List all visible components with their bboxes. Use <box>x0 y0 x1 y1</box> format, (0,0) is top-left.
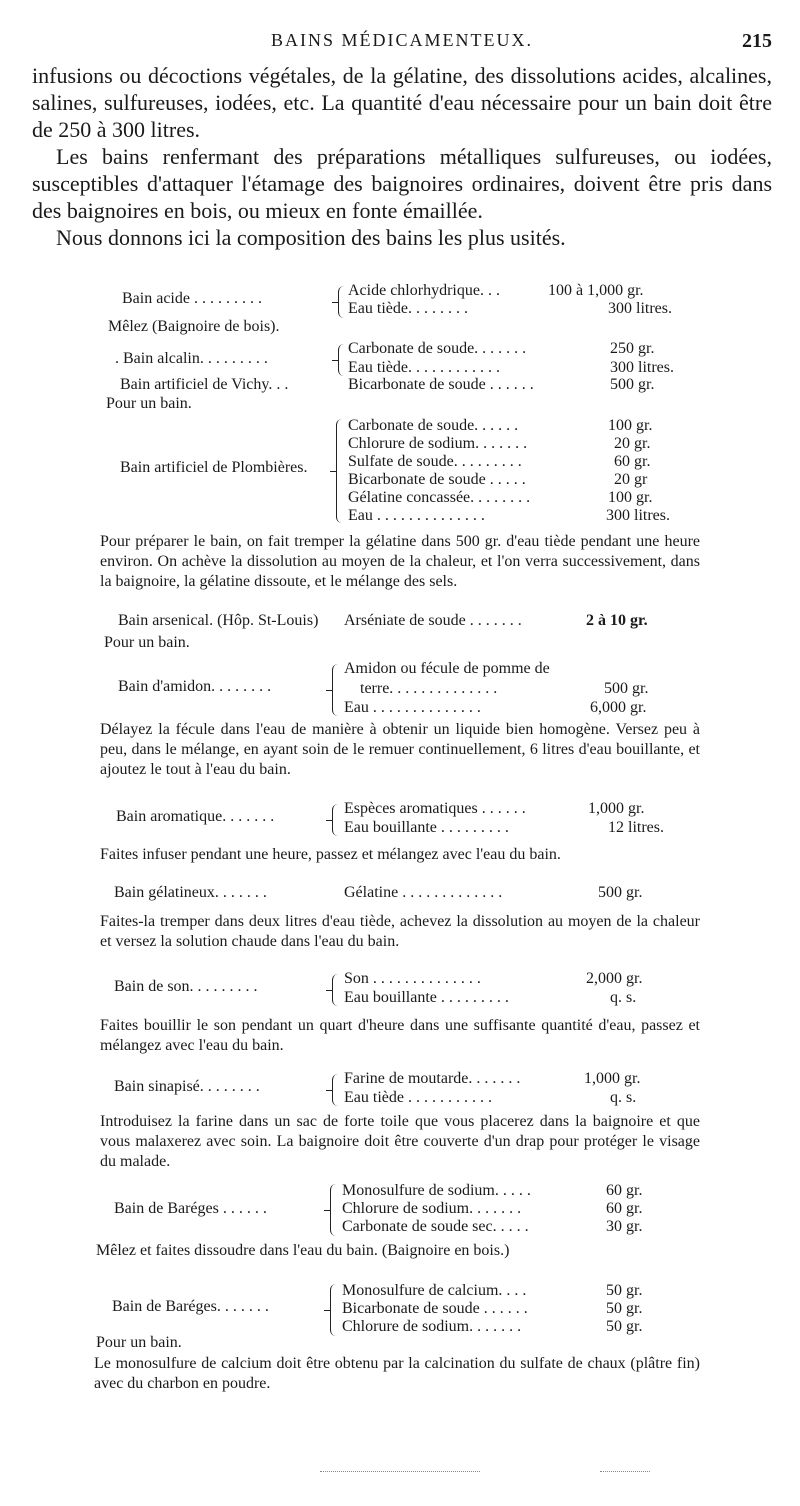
ingredient: Espèces aromatiques . . . . . . <box>344 800 526 817</box>
recipe-note: Pour un bain. <box>104 634 190 651</box>
quantity: 300 litres. <box>606 507 670 524</box>
quantity: 12 litres. <box>608 819 664 836</box>
quantity: 100 gr. <box>608 489 653 506</box>
recipe-name: Bain gélatineux. . . . . . . <box>114 884 267 901</box>
ingredient: Sulfate de soude. . . . . . . . . <box>348 453 522 470</box>
brace <box>330 1184 341 1236</box>
ingredient: Amidon ou fécule de pomme de <box>344 660 550 677</box>
quantity: 2,000 gr. <box>586 970 643 987</box>
page-number: 215 <box>742 30 772 52</box>
quantity: 500 gr. <box>598 884 643 901</box>
ingredient: Monosulfure de calcium. . . . <box>342 1282 527 1299</box>
ingredient: Chlorure de sodium. . . . . . . <box>342 1318 522 1335</box>
ingredient: Farine de moutarde. . . . . . . <box>344 1070 521 1087</box>
recipe-note: Mêlez et faites dissoudre dans l'eau du bain. (Baignoire en bois.) <box>96 1242 510 1259</box>
ingredient: Carbonate de soude sec. . . . . <box>342 1218 529 1235</box>
recipe-note: Pour un bain. <box>96 1334 182 1351</box>
quantity: 500 gr. <box>604 680 649 697</box>
ingredient: Chlorure de sodium. . . . . . . <box>348 435 528 452</box>
recipe-name: Bain aromatique. . . . . . . <box>116 808 275 825</box>
recipe-name: Bain de son. . . . . . . . . <box>114 978 258 995</box>
ingredient: Gélatine concassée. . . . . . . . <box>348 489 531 506</box>
intro-text <box>32 62 772 251</box>
quantity: 60 gr. <box>614 453 651 470</box>
ingredient: Carbonate de soude. . . . . . <box>348 417 519 434</box>
recipe-name: Bain de Baréges . . . . . . <box>114 1200 267 1217</box>
brace <box>336 419 347 523</box>
quantity: 60 gr. <box>606 1200 643 1217</box>
quantity: 300 litres. <box>608 300 672 317</box>
quantity: 50 gr. <box>606 1318 643 1335</box>
recipe-name: Bain artificiel de Vichy. . . <box>120 376 289 393</box>
brace <box>332 804 343 836</box>
recipe-note: Mêlez (Baignoire de bois). <box>108 318 280 335</box>
quantity: 30 gr. <box>606 1218 643 1235</box>
recipe-note: Introduisez la farine dans un sac de forte toile que vous placerez dans la baignoire et que vous malaxerez avec soin. La baignoire doit être couverte d'un drap pour protéger le visage du malade. <box>100 1113 700 1170</box>
ingredient: Bicarbonate de soude . . . . . . <box>342 1300 528 1317</box>
recipe-note: Faites bouillir le son pendant un quart d'heure dans une suffisante quantité d'eau, passez et mélangez avec l'eau du bain. <box>100 1017 700 1054</box>
page-title: BAINS MÉDICAMENTEUX. <box>271 30 533 50</box>
ingredient: Eau tiède . . . . . . . . . . . <box>344 1089 492 1106</box>
recipe-name: Bain arsenical. (Hôp. St-Louis) <box>118 612 319 629</box>
quantity: 60 gr. <box>606 1182 643 1199</box>
recipe-note: Le monosulfure de calcium doit être obtenu par la calcination du sulfate de chaux (plâtre fin) avec du charbon en poudre. <box>94 1355 700 1392</box>
ingredient: terre. . . . . . . . . . . . . . <box>360 680 498 697</box>
quantity: 100 à 1,000 gr. <box>548 282 644 299</box>
quantity: 1,000 gr. <box>588 800 645 817</box>
ingredient: Chlorure de sodium. . . . . . . <box>342 1200 522 1217</box>
quantity: 300 litres. <box>610 359 674 376</box>
intro-paragraph-1: infusions ou décoctions végétales, de la gélatine, des dissolutions acides, alcalines, salines, sulfureuses, iodées, etc. La quantité d'eau nécessaire pour un bain doit être de 250 à 300 litres. <box>32 63 772 142</box>
intro-paragraph-3: Nous donnons ici la composition des bains les plus usités. <box>56 225 566 250</box>
recipe-name: Bain artificiel de Plombières. <box>120 459 308 476</box>
footer-dotted-rule <box>600 1471 650 1472</box>
ingredient: Arséniate de soude . . . . . . . <box>344 612 522 629</box>
recipe-note: Faites infuser pendant une heure, passez et mélangez avec l'eau du bain. <box>100 846 561 863</box>
recipe-name: Bain de Baréges. . . . . . . <box>112 1298 269 1315</box>
ingredient: Bicarbonate de soude . . . . . <box>348 471 526 488</box>
ingredient: Eau tiède. . . . . . . . <box>348 300 468 317</box>
ingredient: Gélatine . . . . . . . . . . . . . <box>344 884 503 901</box>
ingredient: Carbonate de soude. . . . . . . <box>348 340 527 357</box>
recipe-name: Bain sinapisé. . . . . . . . <box>114 1078 260 1095</box>
quantity: q. s. <box>610 1089 637 1106</box>
brace <box>332 1074 343 1106</box>
quantity: 250 gr. <box>610 340 655 357</box>
ingredient: Monosulfure de sodium. . . . . <box>342 1182 531 1199</box>
ingredient: Eau . . . . . . . . . . . . . . <box>344 699 481 716</box>
recipe-note: Pour préparer le bain, on fait tremper la gélatine dans 500 gr. d'eau tiède pendant une heure environ. On achève la dissolution au moyen de la chaleur, et l'on verra successivement, dans la baignoire, la gélatine dissoute, et le mélange des sels. <box>100 533 700 590</box>
quantity: 50 gr. <box>606 1282 643 1299</box>
quantity: 2 à 10 gr. <box>586 612 648 629</box>
intro-paragraph-2: Les bains renfermant des préparations métalliques sulfureuses, ou iodées, susceptibles d'attaquer l'étamage des baignoires ordinaires, doivent être pris dans des baignoires en bois, ou mieux en fonte émaillée. <box>32 144 772 223</box>
quantity: q. s. <box>610 989 637 1006</box>
quantity: 20 gr <box>614 471 648 488</box>
recipe-name: Bain d'amidon. . . . . . . . <box>118 678 272 695</box>
recipe-name: . Bain alcalin. . . . . . . . . <box>115 350 268 367</box>
footer-dotted-rule <box>320 1471 480 1472</box>
brace <box>332 664 343 716</box>
ingredient: Eau . . . . . . . . . . . . . . <box>348 507 485 524</box>
quantity: 1,000 gr. <box>584 1070 641 1087</box>
ingredient: Eau bouillante . . . . . . . . . <box>344 819 509 836</box>
quantity: 50 gr. <box>606 1300 643 1317</box>
running-header <box>32 30 772 54</box>
brace <box>332 974 343 1006</box>
brace <box>330 1284 341 1336</box>
quantity: 20 gr. <box>614 435 651 452</box>
quantity: 500 gr. <box>610 376 655 393</box>
ingredient: Bicarbonate de soude . . . . . . <box>348 376 534 393</box>
ingredient: Eau tiède. . . . . . . . . . . . <box>348 359 500 376</box>
ingredient: Acide chlorhydrique. . . <box>348 282 500 299</box>
quantity: 100 gr. <box>608 417 653 434</box>
recipe-name: Bain acide . . . . . . . . . <box>122 290 262 307</box>
recipe-note: Faites-la tremper dans deux litres d'eau tiède, achevez la dissolution au moyen de la chaleur et versez la solution chaude dans l'eau du bain. <box>100 913 700 950</box>
recipe-note: Délayez la fécule dans l'eau de manière à obtenir un liquide bien homogène. Versez peu à peu, dans le mélange, en ayant soin de le remuer continuellement, 6 litres d'eau bouillante, et ajoutez le tout à l'eau du bain. <box>100 721 700 778</box>
quantity: 6,000 gr. <box>590 699 647 716</box>
ingredient: Son . . . . . . . . . . . . . . <box>344 970 481 987</box>
recipe-note: Pour un bain. <box>106 395 192 412</box>
ingredient: Eau bouillante . . . . . . . . . <box>344 989 509 1006</box>
